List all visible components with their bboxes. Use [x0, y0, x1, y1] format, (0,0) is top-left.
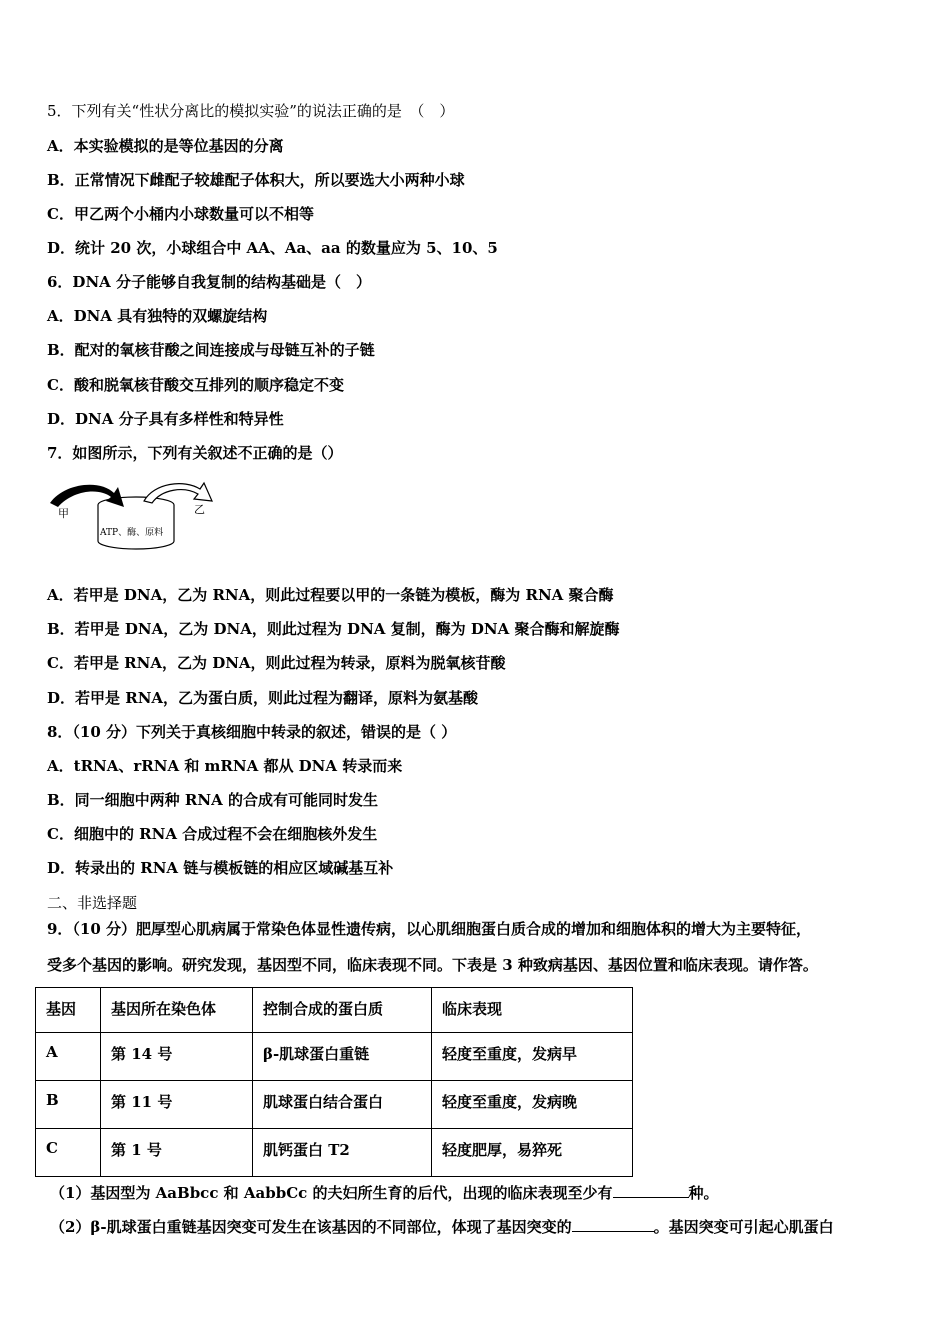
- q6-option-c: C．酸和脱氧核苷酸交互排列的顺序稳定不变: [47, 376, 344, 394]
- label-jia: 甲: [58, 507, 69, 520]
- q9-stem-line1: 9．（10 分）肥厚型心肌病属于常染色体显性遗传病，以心肌细胞蛋白质合成的增加和细胞体积的增大为主要特征，: [47, 920, 812, 938]
- table-row: [36, 1033, 633, 1081]
- q7-stem: 7．如图所示，下列有关叙述不正确的是（）: [47, 444, 343, 462]
- q5-option-d: D．统计 20 次，小球组合中 AA、Aa、aa 的数量应为 5、10、5: [47, 239, 498, 257]
- q8-option-c: C．细胞中的 RNA 合成过程不会在细胞核外发生: [47, 825, 378, 843]
- q5-option-b: B．正常情况下雌配子较雄配子体积大，所以要选大小两种小球: [47, 171, 465, 189]
- label-center: ATP、酶、原料: [100, 528, 164, 538]
- q7-option-a: A．若甲是 DNA，乙为 RNA，则此过程要以甲的一条链为模板，酶为 RNA 聚合酶: [47, 586, 614, 604]
- q9-sub2-suffix: 。基因突变可引起心肌蛋白: [653, 1218, 834, 1236]
- label-yi: 乙: [194, 503, 205, 516]
- table-cell: B: [36, 1081, 101, 1129]
- q9-sub1-text: （1）基因型为 AaBbcc 和 AabbCc 的夫妇所生育的后代，出现的临床表现至少有: [50, 1184, 613, 1202]
- table-header-cell: 临床表现: [432, 988, 633, 1033]
- q5-option-a: A．本实验模拟的是等位基因的分离: [47, 137, 284, 155]
- q6-stem: 6．DNA 分子能够自我复制的结构基础是（ ）: [47, 273, 372, 291]
- cylinder-body: [98, 505, 174, 549]
- q7-figure-svg: [44, 477, 234, 557]
- arrow-out-icon: [144, 483, 212, 503]
- table-row: [36, 1081, 633, 1129]
- q6-option-a: A．DNA 具有独特的双螺旋结构: [47, 307, 268, 325]
- table-cell: β-肌球蛋白重链: [253, 1033, 432, 1081]
- table-cell: 轻度肥厚，易猝死: [432, 1129, 633, 1177]
- q7-figure: [44, 477, 234, 557]
- q6-option-b: B．配对的氧核苷酸之间连接成与母链互补的子链: [47, 341, 375, 359]
- q9-sub1-suffix: 种。: [688, 1184, 719, 1202]
- q8-option-b: B．同一细胞中两种 RNA 的合成有可能同时发生: [47, 791, 378, 809]
- q9-sub1: [50, 1181, 719, 1203]
- q9-stem-line2: 受多个基因的影响。研究发现，基因型不同，临床表现不同。下表是 3 种致病基因、基因位置和临床表现。请作答。: [47, 956, 818, 974]
- q6-option-d: D．DNA 分子具有多样性和特异性: [47, 410, 284, 428]
- table-header-cell: 基因所在染色体: [101, 988, 253, 1033]
- q9-sub2: [50, 1215, 834, 1237]
- table-row: [36, 1129, 633, 1177]
- table-cell: 轻度至重度，发病晚: [432, 1081, 633, 1129]
- q7-option-d: D．若甲是 RNA，乙为蛋白质，则此过程为翻译，原料为氨基酸: [47, 689, 479, 707]
- q5-stem: 5．下列有关“性状分离比的模拟实验”的说法正确的是 （ ）: [47, 102, 455, 120]
- answer-blank-2[interactable]: [572, 1215, 654, 1232]
- table-cell: 肌钙蛋白 T2: [253, 1129, 432, 1177]
- table-cell: 第 14 号: [101, 1033, 253, 1081]
- q7-option-c: C．若甲是 RNA，乙为 DNA，则此过程为转录，原料为脱氧核苷酸: [47, 654, 506, 672]
- q9-sub2-text: （2）β-肌球蛋白重链基因突变可发生在该基因的不同部位，体现了基因突变的: [50, 1218, 572, 1236]
- table-cell: A: [36, 1033, 101, 1081]
- q8-stem: 8．（10 分）下列关于真核细胞中转录的叙述，错误的是（ ）: [47, 723, 457, 741]
- table-header-cell: 基因: [36, 988, 101, 1033]
- table-header-cell: 控制合成的蛋白质: [253, 988, 432, 1033]
- table-header-row: [36, 988, 633, 1033]
- gene-table: [35, 987, 633, 1177]
- table-cell: 第 11 号: [101, 1081, 253, 1129]
- table-cell: 第 1 号: [101, 1129, 253, 1177]
- table-cell: 肌球蛋白结合蛋白: [253, 1081, 432, 1129]
- q5-option-c: C．甲乙两个小桶内小球数量可以不相等: [47, 205, 314, 223]
- answer-blank-1[interactable]: [613, 1181, 689, 1198]
- q8-option-d: D．转录出的 RNA 链与模板链的相应区域碱基互补: [47, 859, 394, 877]
- q8-option-a: A．tRNA、rRNA 和 mRNA 都从 DNA 转录而来: [47, 757, 403, 775]
- q7-option-b: B．若甲是 DNA，乙为 DNA，则此过程为 DNA 复制，酶为 DNA 聚合酶和解旋酶: [47, 620, 620, 638]
- table-cell: C: [36, 1129, 101, 1177]
- table-cell: 轻度至重度，发病早: [432, 1033, 633, 1081]
- section-heading: 二、非选择题: [47, 894, 138, 912]
